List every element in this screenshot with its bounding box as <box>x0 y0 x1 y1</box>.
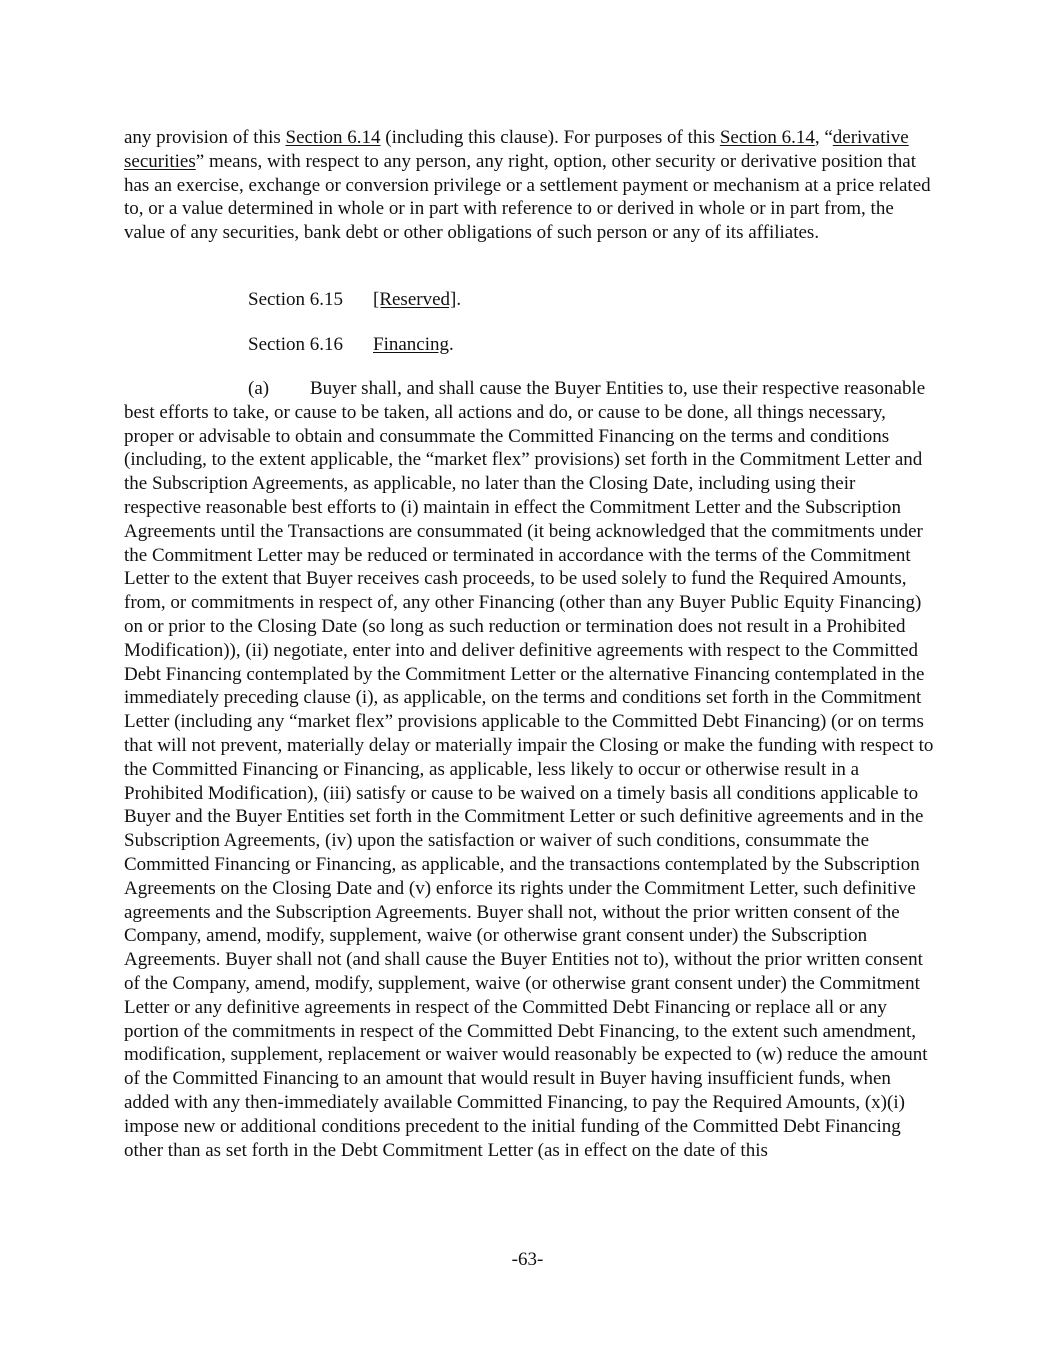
section-heading-6-16 <box>248 333 454 357</box>
continuation-text-1: any provision of this <box>124 127 286 148</box>
paragraph-label: (a) <box>248 378 270 399</box>
section-heading-6-15 <box>248 288 461 312</box>
section-title: Financing <box>373 334 449 355</box>
continuation-text-2: (including this clause). For purposes of this <box>380 127 720 148</box>
section-6-14-reference: Section 6.14 <box>285 127 381 148</box>
continuation-paragraph <box>124 126 936 245</box>
paragraph-a-text: Buyer shall, and shall cause the Buyer Entities to, use their respective reasonable best efforts to take, or cause to be taken, all actions and do, or cause to be done, all things necessary, proper or advisable to obtain and consummate the Committed Financing on the terms and conditions (including, to the extent applicable, the “market flex” provisions) set forth in the Commitment Letter and the Subscription Agreements, as applicable, no later than the Closing Date, including using their respective reasonable best efforts to (i) maintain in effect the Commitment Letter and the Subscription Agreements until the Transactions are consummated (it being acknowledged that the commitments under the Commitment Letter may be reduced or terminated in accordance with the terms of the Commitment Letter to the extent that Buyer receives cash proceeds, to be used solely to fund the Required Amounts, from, or commitments in respect of, any other Financing (other than any Buyer Public Equity Financing) on or prior to the Closing Date (so long as such reduction or termination does not result in a Prohibited Modification)), (ii) negotiate, enter into and deliver definitive agreements with respect to the Committed Debt Financing contemplated by the Commitment Letter or the alternative Financing contemplated in the immediately preceding clause (i), as applicable, on the terms and conditions set forth in the Commitment Letter (including any “market flex” provisions applicable to the Committed Debt Financing) (or on terms that will not prevent, materially delay or materially impair the Closing or make the funding with respect to the Committed Financing or Financing, as applicable, less likely to occur or otherwise result in a Prohibited Modification), (iii) satisfy or cause to be waived on a timely basis all conditions applicable to Buyer and the Buyer Entities set forth in the Commitment Letter or such definitive agreements and in the Subscription Agreements, (iv) upon the satisfaction or waiver of such conditions, consummate the Committed Financing or Financing, as applicable, and the transactions contemplated by the Subscription Agreements on the Closing Date and (v) enforce its rights under the Commitment Letter, such definitive agreements and the Subscription Agreements. Buyer shall not, without the prior written consent of the Company, amend, modify, supplement, waive (or otherwise grant consent under) the Subscription Agreements. Buyer shall not (and shall cause the Buyer Entities not to), without the prior written consent of the Company, amend, modify, supplement, waive (or otherwise grant consent under) the Commitment Letter or any definitive agreements in respect of the Committed Debt Financing or replace all or any portion of the commitments in respect of the Committed Debt Financing, to the extent such amendment, modification, supplement, replacement or waiver would reasonably be expected to (w) reduce the amount of the Committed Financing to an amount that would result in Buyer having insufficient funds, when added with any then-immediately available Committed Financing, to pay the Required Amounts, (x)(i) impose new or additional conditions precedent to the initial funding of the Committed Debt Financing other than as set forth in the Debt Commitment Letter (as in effect on the date of this <box>124 378 934 1161</box>
continuation-text-3: , “ <box>814 127 833 148</box>
page-number: -63- <box>511 1249 544 1270</box>
continuation-text-4: ” means, with respect to any person, any right, option, other security or derivative position that has an exercise, exchange or conversion privilege or a settlement payment or mechanism at a price related to, or a value determined in whole or in part with reference to or derived in whole or in part from, the value of any securities, bank debt or other obligations of such person or any of its affiliates. <box>124 150 931 244</box>
section-title: [Reserved] <box>373 289 457 310</box>
section-number: Section 6.16 <box>248 334 343 355</box>
section-title-period: . <box>449 334 454 355</box>
section-number: Section 6.15 <box>248 289 343 310</box>
defined-term-derivative-securities: derivative securities <box>124 127 909 172</box>
paragraph-a <box>124 377 936 1162</box>
section-title-period: . <box>456 289 462 310</box>
section-6-14-reference: Section 6.14 <box>719 127 815 148</box>
